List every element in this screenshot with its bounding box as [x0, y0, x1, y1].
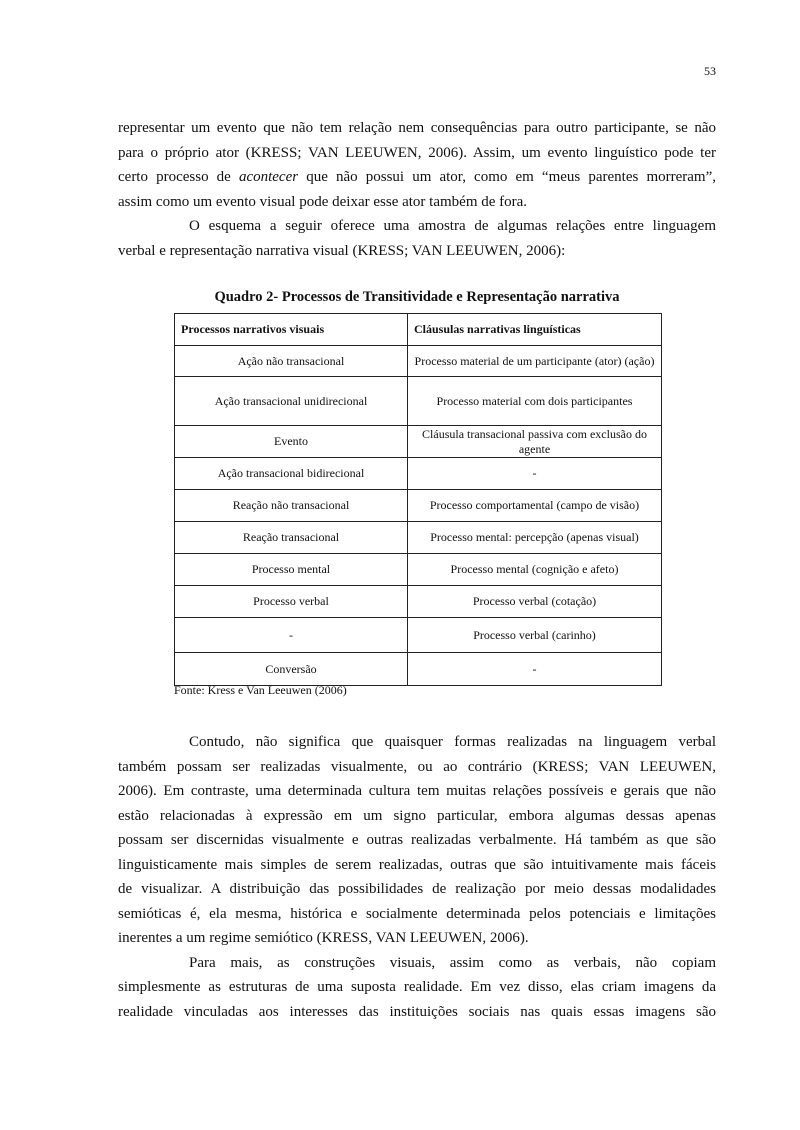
table-cell: Processo verbal — [175, 586, 408, 618]
table-cell: Processo material com dois participantes — [408, 377, 662, 426]
paragraph-line: também possam ser realizadas visualmente, ou ao contrário (KRESS; VAN LEEUWEN, — [118, 759, 716, 775]
column-header: Processos narrativos visuais — [175, 314, 408, 346]
table-cell: Processo mental — [175, 554, 408, 586]
table-cell: Processo mental (cognição e afeto) — [408, 554, 662, 586]
table-cell: Ação transacional bidirecional — [175, 458, 408, 490]
italic-term: acontecer — [238, 169, 299, 185]
table-cell: Processo material de um participante (ator) (ação) — [408, 346, 662, 377]
table-cell: - — [408, 458, 662, 490]
table-row — [175, 490, 662, 522]
text-run: que não possui um ator, como em “meus parentes morreram”, — [298, 169, 716, 185]
table-cell: Evento — [175, 426, 408, 458]
table-cell: Reação não transacional — [175, 490, 408, 522]
table-row — [175, 522, 662, 554]
table-row — [175, 586, 662, 618]
table-source: Fonte: Kress e Van Leeuwen (2006) — [174, 683, 347, 697]
table-row — [175, 458, 662, 490]
paragraph-line: assim como um evento visual pode deixar esse ator também de fora. — [118, 194, 528, 210]
paragraph-line: Para mais, as construções visuais, assim como as verbais, não copiam — [189, 955, 716, 971]
column-header: Cláusulas narrativas linguísticas — [408, 314, 662, 346]
table-row — [175, 653, 662, 686]
table-title: Quadro 2- Processos de Transitividade e Representação narrativa — [214, 289, 620, 305]
paragraph-line: verbal e representação narrativa visual (KRESS; VAN LEEUWEN, 2006): — [118, 243, 566, 259]
page-number: 53 — [704, 64, 716, 78]
paragraph-line: estão relacionadas à expressão em um signo particular, embora algumas dessas apenas — [118, 808, 716, 824]
paragraph-line: linguisticamente mais simples de serem realizadas, outras que são intuitivamente mais fáceis — [118, 857, 716, 873]
table-row — [175, 377, 662, 426]
table-cell: Ação transacional unidirecional — [175, 377, 408, 426]
table-cell: - — [175, 618, 408, 653]
paragraph-line: realidade vinculadas aos interesses das instituições sociais nas quais essas imagens são — [118, 1004, 716, 1020]
paragraph-line: possam ser discernidas visualmente e outras realizadas verbalmente. Há também as que são — [118, 832, 716, 848]
table-cell: Conversão — [175, 653, 408, 686]
paragraph-line: O esquema a seguir oferece uma amostra de algumas relações entre linguagem — [189, 218, 716, 234]
paragraph-line: inerentes a um regime semiótico (KRESS, VAN LEEUWEN, 2006). — [118, 930, 529, 946]
paragraph-line: representar um evento que não tem relação nem consequências para outro participante, se não — [118, 120, 716, 136]
paragraph-line: de visualizar. A distribuição das possibilidades de realização por meio dessas modalidades — [118, 881, 716, 897]
text-run: certo processo de — [118, 169, 239, 185]
paragraph-line: para o próprio ator (KRESS; VAN LEEUWEN, 2006). Assim, um evento linguístico pode ter — [118, 145, 716, 161]
table-cell: Processo mental: percepção (apenas visual) — [408, 522, 662, 554]
paragraph-line: simplesmente as estruturas de uma suposta realidade. Em vez disso, elas criam imagens da — [118, 979, 716, 995]
table-row — [175, 554, 662, 586]
paragraph-line: 2006). Em contraste, uma determinada cultura tem muitas relações possíveis e gerais que não — [118, 783, 716, 799]
table-cell: - — [408, 653, 662, 686]
table-cell: Processo verbal (cotação) — [408, 586, 662, 618]
paragraph-line: Contudo, não significa que quaisquer formas realizadas na linguagem verbal — [189, 734, 716, 750]
narrative-processes-table — [174, 313, 662, 686]
table-row — [175, 618, 662, 653]
paragraph-line — [118, 168, 716, 186]
table-cell: Ação não transacional — [175, 346, 408, 377]
table-header-row — [175, 314, 662, 346]
table-row — [175, 426, 662, 458]
table-cell: Processo verbal (carinho) — [408, 618, 662, 653]
table-cell: Cláusula transacional passiva com exclusão do agente — [408, 426, 662, 458]
table-cell: Reação transacional — [175, 522, 408, 554]
table-cell: Processo comportamental (campo de visão) — [408, 490, 662, 522]
table-row — [175, 346, 662, 377]
paragraph-line: semióticas é, ela mesma, histórica e socialmente determinada pelos potenciais e limitações — [118, 906, 716, 922]
